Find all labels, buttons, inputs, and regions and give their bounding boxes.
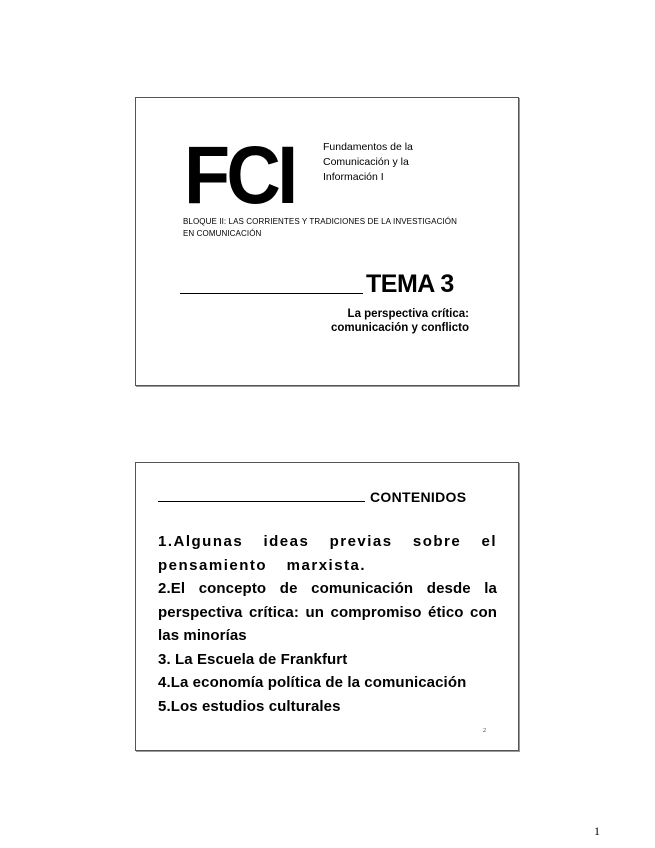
contents-item: 4.La economía política de la comunicación <box>158 674 467 691</box>
subject-name <box>323 140 473 185</box>
tema-heading: TEMA 3 <box>366 270 454 298</box>
block-title-line: EN COMUNICACIÓN <box>183 229 262 238</box>
subject-line: Fundamentos de la <box>323 141 413 153</box>
contents-list <box>158 530 497 718</box>
title-rule <box>180 293 363 294</box>
slide-title <box>135 97 519 386</box>
heading-rule <box>158 501 365 502</box>
contents-item: 1.Algunas ideas previas sobre el pensamiento marxista. <box>158 533 497 574</box>
page-number: 1 <box>594 824 600 838</box>
contents-heading: CONTENIDOS <box>370 489 467 505</box>
tema-subtitle <box>331 307 469 335</box>
contents-item: 2.El concepto de comunicación desde la perspectiva crítica: un compromiso ético con las minorías <box>158 580 497 644</box>
block-title <box>183 216 503 240</box>
slide-number: 2 <box>483 728 486 734</box>
subject-line: Comunicación y la <box>323 156 409 168</box>
block-title-line: BLOQUE II: LAS CORRIENTES Y TRADICIONES DE LA INVESTIGACIÓN <box>183 217 457 226</box>
tema-subtitle-line: La perspectiva crítica: <box>347 308 469 320</box>
contents-item: 5.Los estudios culturales <box>158 697 341 715</box>
tema-subtitle-line: comunicación y conflicto <box>330 322 469 334</box>
contents-item: 3. La Escuela de Frankfurt <box>158 650 348 668</box>
slide-contents <box>135 462 519 751</box>
subject-line: Información I <box>323 171 384 183</box>
fci-logo: FCI <box>184 130 295 221</box>
